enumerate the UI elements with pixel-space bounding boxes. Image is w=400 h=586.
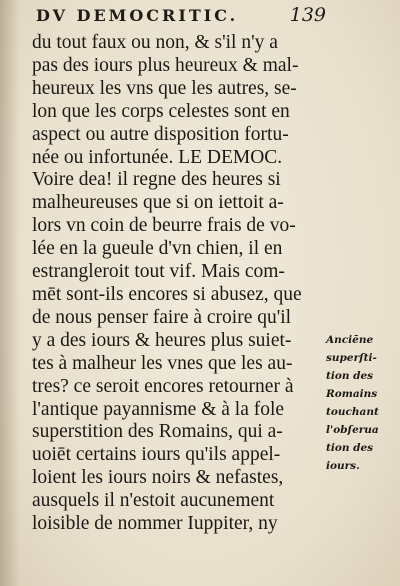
margin-note (326, 331, 400, 475)
page-number: 139 (289, 4, 326, 26)
text-line: Voire dea! il regne des heures si (32, 169, 281, 191)
margin-note-line: Romains (326, 388, 378, 400)
text-line: l'antique payannisme & à la fole (32, 398, 285, 420)
text-line: née ou infortunée. LE DEMOC. (32, 146, 283, 168)
text-line: lors vn coin de beurre frais de vo- (32, 215, 296, 237)
text-line: malheureuses que si on iettoit a- (32, 192, 284, 214)
text-line: uoiēt certains iours qu'ils appel- (32, 444, 281, 466)
text-line: aspect ou autre disposition fortu- (32, 123, 289, 145)
page-header (36, 6, 326, 30)
margin-note-line: tion des (326, 370, 374, 382)
body-text (32, 32, 332, 536)
text-line: pas des iours plus heureux & mal- (32, 54, 299, 76)
text-line: de nous penser faire à croire qu'il (32, 306, 292, 328)
margin-note-line: tion des (326, 442, 374, 454)
text-line: y a des iours & heures plus suiet- (32, 329, 292, 351)
text-line: loient les iours noirs & nefastes, (32, 467, 284, 489)
text-line: loisible de nommer Iuppiter, ny (32, 513, 278, 535)
text-line: lon que les corps celestes sont en (32, 100, 290, 122)
text-line: du tout faux ou non, & s'il n'y a (32, 32, 278, 53)
text-line: ausquels il n'estoit aucunement (32, 490, 275, 512)
margin-note-line: superſti- (326, 352, 377, 364)
running-head: DV DEMOCRITIC. (36, 6, 239, 25)
text-line: heureux les vns que les autres, se- (32, 77, 297, 99)
text-line: estrangleroit tout vif. Mais com- (32, 261, 285, 283)
text-line: mēt sont-ils encores si abusez, que (32, 283, 302, 305)
text-line: superstition des Romains, qui a- (32, 421, 283, 443)
text-line: tes à malheur les vnes que les au- (32, 352, 293, 374)
margin-note-line: Anciēne (326, 334, 374, 346)
margin-note-line: l'obſerua (326, 424, 379, 436)
margin-note-line: iours. (326, 460, 360, 472)
gutter-shadow (0, 0, 20, 586)
text-line: tres? ce seroit encores retourner à (32, 375, 294, 397)
text-line: lée en la gueule d'vn chien, il en (32, 238, 283, 260)
margin-note-line: touchant (326, 406, 379, 418)
